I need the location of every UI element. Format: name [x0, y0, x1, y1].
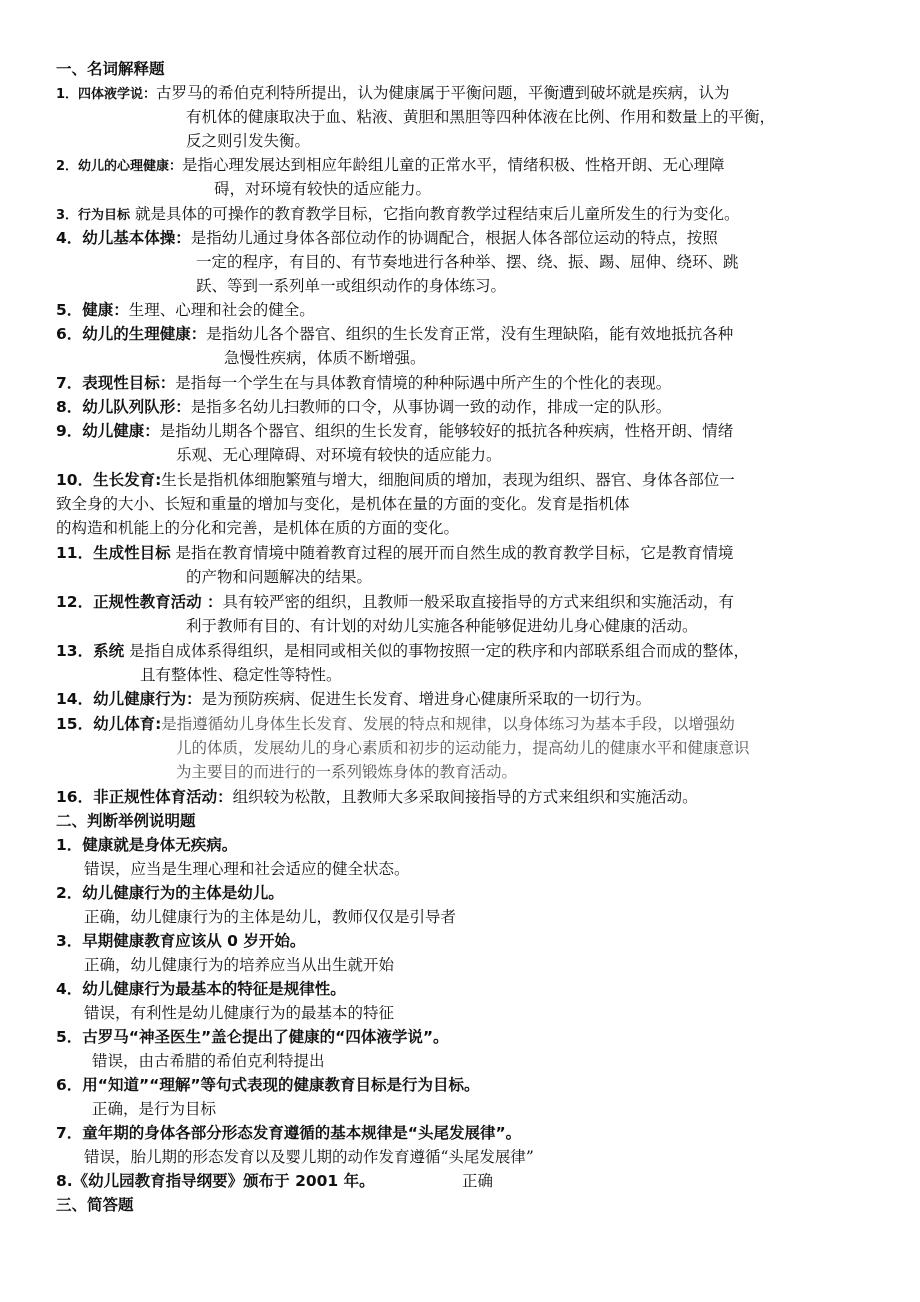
judgement-answer-5: 错误，由古希腊的希伯克利特提出: [92, 1052, 325, 1070]
definition-item-12: 12．正规性教育活动 ：具有较严密的组织，且教师一般采取直接指导的方式来组织和实施活动，有: [56, 593, 734, 611]
definition-item-11: 11．生成性目标 是指在教育情境中随着教育过程的展开而自然生成的教育教学目标，它是教育情境: [56, 544, 734, 562]
definition-line: 跃、等到一系列单一或组织动作的身体练习。: [196, 277, 507, 295]
judgement-answer-4: 错误，有利性是幼儿健康行为的最基本的特征: [84, 1004, 395, 1022]
definition-line: 致全身的大小、长短和重量的增加与变化，是机体在量的方面的变化。发育是指机体: [56, 495, 630, 513]
definition-item-15: 15．幼儿体育:是指遵循幼儿身体生长发育、发展的特点和规律，以身体练习为基本手段，以增强幼: [56, 715, 735, 733]
judgement-question-4: 4．幼儿健康行为最基本的特征是规律性。: [56, 980, 346, 998]
judgement-question-2: 2．幼儿健康行为的主体是幼儿。: [56, 884, 284, 902]
definition-line: 乐观、无心理障碍、对环境有较快的适应能力。: [176, 446, 502, 464]
definition-line: 儿的体质，发展幼儿的身心素质和初步的运动能力，提高幼儿的健康水平和健康意识: [176, 739, 750, 757]
definition-line: 的产物和问题解决的结果。: [186, 568, 373, 586]
definition-item-9: 9．幼儿健康：是指幼儿期各个器官、组织的生长发育，能够较好的抵抗各种疾病，性格开朗、情绪: [56, 422, 734, 440]
judgement-question-6: 6．用“知道”“理解”等句式表现的健康教育目标是行为目标。: [56, 1076, 480, 1094]
judgement-question-7: 7．童年期的身体各部分形态发育遵循的基本规律是“头尾发展律”。: [56, 1124, 522, 1142]
judgement-answer-3: 正确，幼儿健康行为的培养应当从出生就开始: [84, 956, 395, 974]
definition-item-16: 16．非正规性体育活动：组织较为松散，且教师大多采取间接指导的方式来组织和实施活动。: [56, 788, 698, 806]
definition-item-10: 10．生长发育:生长是指机体细胞繁殖与增大，细胞间质的增加，表现为组织、器官、身体各部位一: [56, 471, 735, 489]
definition-item-6: 6．幼儿的生理健康：是指幼儿各个器官、组织的生长发育正常，没有生理缺陷，能有效地抵抗各种: [56, 325, 734, 343]
definition-item-3: 3．行为目标 就是具体的可操作的教育教学目标，它指向教育教学过程结束后儿童所发生的行为变化。: [56, 205, 740, 223]
definition-line: 且有整体性、稳定性等特性。: [140, 666, 342, 684]
definition-line: 利于教师有目的、有计划的对幼儿实施各种能够促进幼儿身心健康的活动。: [186, 617, 698, 635]
section-heading-3: 三、简答题: [56, 1196, 134, 1214]
definition-line: 有机体的健康取决于血、粘液、黄胆和黑胆等四种体液在比例、作用和数量上的平衡，: [186, 108, 776, 126]
definition-line: 碍，对环境有较快的适应能力。: [214, 180, 432, 198]
definition-line: 为主要目的而进行的一系列锻炼身体的教育活动。: [176, 763, 518, 781]
definition-item-4: 4．幼儿基本体操：是指幼儿通过身体各部位动作的协调配合，根据人体各部位运动的特点，按照: [56, 229, 718, 247]
judgement-answer-2: 正确，幼儿健康行为的主体是幼儿，教师仅仅是引导者: [84, 908, 457, 926]
section-heading-2: 二、判断举例说明题: [56, 812, 196, 830]
definition-line: 急慢性疾病，体质不断增强。: [224, 349, 426, 367]
judgement-answer-6: 正确，是行为目标: [92, 1100, 217, 1118]
definition-item-1: 1．四体液学说：古罗马的希伯克利特所提出，认为健康属于平衡问题，平衡遭到破坏就是疾病，认为: [56, 84, 730, 102]
judgement-question-8: 8.《幼儿园教育指导纲要》颁布于 2001 年。: [56, 1172, 375, 1190]
definition-line: 反之则引发失衡。: [186, 132, 311, 150]
definition-line: 一定的程序，有目的、有节奏地进行各种举、摆、绕、振、踢、屈伸、绕环、跳: [196, 253, 739, 271]
judgement-question-3: 3．早期健康教育应该从 0 岁开始。: [56, 932, 306, 950]
judgement-answer-8: 正确: [462, 1172, 494, 1190]
definition-item-7: 7．表现性目标：是指每一个学生在与具体教育情境的种种际遇中所产生的个性化的表现。: [56, 374, 672, 392]
definition-line: 的构造和机能上的分化和完善，是机体在质的方面的变化。: [56, 519, 460, 537]
definition-item-2: 2．幼儿的心理健康：是指心理发展达到相应年龄组儿童的正常水平，情绪积极、性格开朗、无心理障: [56, 156, 725, 174]
judgement-answer-1: 错误，应当是生理心理和社会适应的健全状态。: [84, 860, 410, 878]
judgement-question-1: 1．健康就是身体无疾病。: [56, 836, 238, 854]
judgement-answer-7: 错误，胎儿期的形态发育以及婴儿期的动作发育遵循“头尾发展律”: [84, 1148, 534, 1166]
judgement-question-5: 5．古罗马“神圣医生”盖仑提出了健康的“四体液学说”。: [56, 1028, 449, 1046]
definition-item-13: 13．系统 是指自成体系得组织，是相同或相关似的事物按照一定的秩序和内部联系组合而成的整体，: [56, 642, 750, 660]
section-heading-1: 一、名词解释题: [56, 60, 165, 78]
definition-item-14: 14．幼儿健康行为：是为预防疾病、促进生长发育、增进身心健康所采取的一切行为。: [56, 690, 652, 708]
definition-item-5: 5．健康：生理、心理和社会的健全。: [56, 301, 315, 319]
definition-item-8: 8．幼儿队列队形：是指多名幼儿扫教师的口令，从事协调一致的动作，排成一定的队形。: [56, 398, 672, 416]
